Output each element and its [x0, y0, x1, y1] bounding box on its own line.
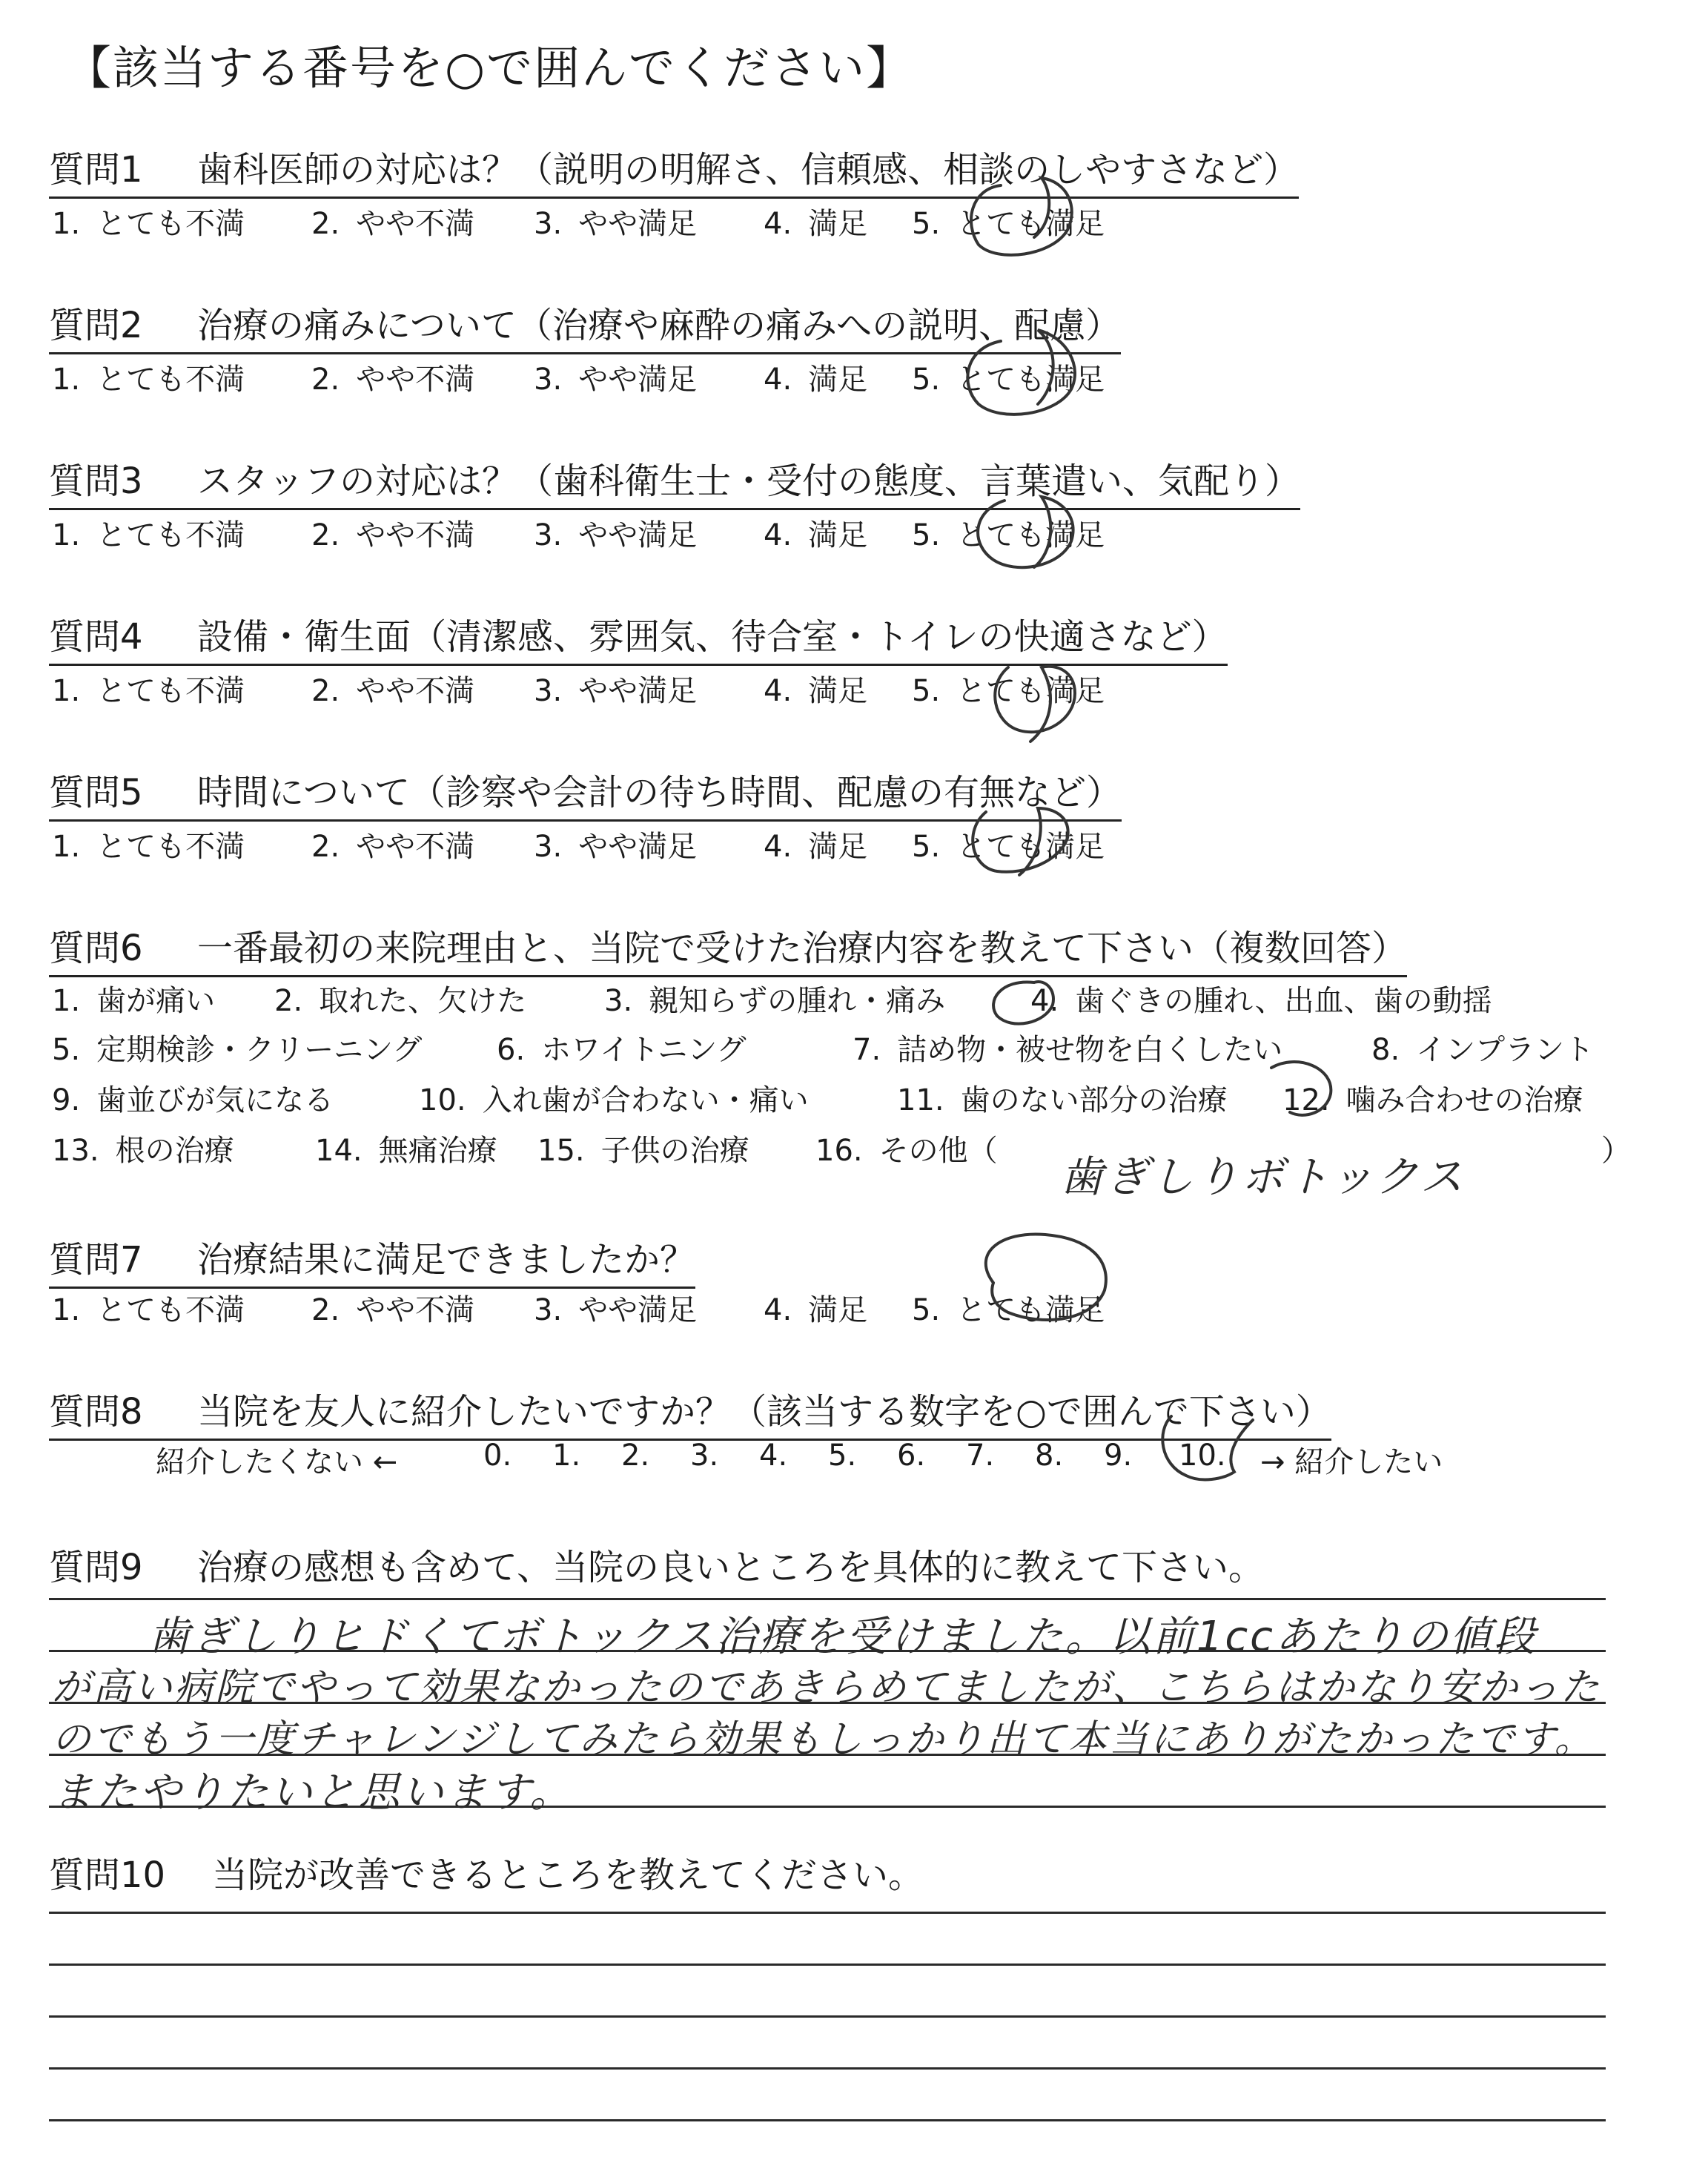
q2-option-5[interactable]: 5. とても満足 — [912, 363, 1105, 397]
q6-option-1[interactable]: 1. 歯が痛い — [52, 984, 216, 1018]
q8-num-8[interactable]: 8. — [1035, 1439, 1064, 1473]
q7-title — [49, 1231, 695, 1289]
q6-option-13[interactable]: 13. 根の治療 — [52, 1134, 234, 1168]
q8-num-5[interactable]: 5. — [828, 1439, 857, 1473]
q6-option-16[interactable]: 16. その他（ — [815, 1134, 998, 1168]
q9-title — [49, 1539, 1264, 1594]
q2-option-1[interactable]: 1. とても不満 — [52, 363, 245, 397]
q9-text: 治療の感想も含めて、当院の良いところを具体的に教えて下さい。 — [197, 1547, 1265, 1588]
q7-text: 治療結果に満足できましたか？ — [197, 1239, 696, 1281]
q5-option-4[interactable]: 4. 満足 — [764, 830, 868, 864]
q6-other-handwritten[interactable]: 歯ぎしりボトックス — [1060, 1152, 1466, 1202]
q5-option-3[interactable]: 3. やや満足 — [534, 830, 698, 864]
q3-text: スタッフの対応は？（歯科衛生士・受付の態度、言葉遣い、気配り） — [197, 460, 1301, 502]
q6-option-15[interactable]: 15. 子供の治療 — [537, 1134, 749, 1168]
q1-title — [49, 141, 1299, 199]
q3-option-5[interactable]: 5. とても満足 — [912, 518, 1105, 552]
q3-title — [49, 452, 1300, 510]
q8-left-label: 紹介したくない ← — [156, 1445, 398, 1479]
q10-rule-5 — [49, 2119, 1606, 2121]
q1-option-2[interactable]: 2. やや不満 — [311, 207, 475, 241]
q9-answer-line-1[interactable]: 歯ぎしりヒドくてボトックス治療を受けました。以前1ccあたりの値段 — [148, 1613, 1537, 1661]
q8-title — [49, 1383, 1331, 1441]
q6-option-2[interactable]: 2. 取れた、欠けた — [274, 984, 527, 1018]
q10-text: 当院が改善できるところを教えてください。 — [212, 1855, 924, 1896]
q9-answer-line-3[interactable]: のでもう一度チャレンジしてみたら効果もしっかり出て本当にありがたかったです。 — [52, 1717, 1595, 1762]
q8-text: 当院を友人に紹介したいですか？（該当する数字を○で囲んで下さい） — [197, 1391, 1331, 1433]
q8-num-2[interactable]: 2. — [621, 1439, 650, 1473]
q1-option-5[interactable]: 5. とても満足 — [912, 207, 1105, 241]
q2-option-4[interactable]: 4. 満足 — [764, 363, 868, 397]
q6-option-4[interactable]: 4. 歯ぐきの腫れ、出血、歯の動揺 — [1030, 984, 1492, 1018]
q4-option-1[interactable]: 1. とても不満 — [52, 674, 245, 708]
q5-option-1[interactable]: 1. とても不満 — [52, 830, 245, 864]
q2-option-2[interactable]: 2. やや不満 — [311, 363, 475, 397]
q8-num-6[interactable]: 6. — [897, 1439, 926, 1473]
q10-rule-2 — [49, 1964, 1606, 1966]
q9-label: 質問9 — [49, 1547, 143, 1588]
q10-label: 質問10 — [49, 1855, 166, 1896]
q4-text: 設備・衛生面（清潔感、雰囲気、待合室・トイレの快適さなど） — [197, 616, 1228, 658]
q5-label: 質問5 — [49, 772, 143, 813]
q8-num-0[interactable]: 0. — [483, 1439, 512, 1473]
q4-label: 質問4 — [49, 616, 143, 658]
q5-title — [49, 764, 1122, 822]
q3-option-2[interactable]: 2. やや不満 — [311, 518, 475, 552]
q6-option-8[interactable]: 8. インプラント — [1371, 1033, 1595, 1067]
q2-title — [49, 297, 1121, 354]
q6-option-3[interactable]: 3. 親知らずの腫れ・痛み — [604, 984, 946, 1018]
q7-option-1[interactable]: 1. とても不満 — [52, 1293, 245, 1327]
q4-option-2[interactable]: 2. やや不満 — [311, 674, 475, 708]
q4-option-4[interactable]: 4. 満足 — [764, 674, 868, 708]
q6-option-12[interactable]: 12. 噛み合わせの治療 — [1282, 1083, 1583, 1117]
q6-other-close: ） — [1601, 1134, 1631, 1168]
q5-option-2[interactable]: 2. やや不満 — [311, 830, 475, 864]
q6-option-14[interactable]: 14. 無痛治療 — [315, 1134, 497, 1168]
q10-rule-3 — [49, 2015, 1606, 2018]
q5-text: 時間について（診察や会計の待ち時間、配慮の有無など） — [197, 772, 1122, 813]
q8-num-4[interactable]: 4. — [759, 1439, 788, 1473]
q6-option-11[interactable]: 11. 歯のない部分の治療 — [897, 1083, 1228, 1117]
q2-text: 治療の痛みについて（治療や麻酔の痛みへの説明、配慮） — [197, 305, 1122, 346]
q2-label: 質問2 — [49, 305, 143, 346]
q1-text: 歯科医師の対応は？（説明の明解さ、信頼感、相談のしやすさなど） — [197, 149, 1300, 191]
q9-rule-1 — [49, 1598, 1606, 1600]
q8-right-label: → 紹介したい — [1260, 1445, 1443, 1479]
q10-rule-1 — [49, 1912, 1606, 1914]
q3-option-3[interactable]: 3. やや満足 — [534, 518, 698, 552]
q6-option-9[interactable]: 9. 歯並びが気になる — [52, 1083, 334, 1117]
q8-num-3[interactable]: 3. — [690, 1439, 719, 1473]
q4-title — [49, 608, 1228, 666]
q10-title — [49, 1846, 924, 1902]
q1-option-4[interactable]: 4. 満足 — [764, 207, 868, 241]
q6-option-5[interactable]: 5. 定期検診・クリーニング — [52, 1033, 423, 1067]
q1-option-1[interactable]: 1. とても不満 — [52, 207, 245, 241]
q6-title — [49, 919, 1407, 977]
q8-label: 質問8 — [49, 1391, 143, 1433]
q2-option-3[interactable]: 3. やや満足 — [534, 363, 698, 397]
q4-option-5[interactable]: 5. とても満足 — [912, 674, 1105, 708]
q1-label: 質問1 — [49, 149, 143, 191]
q8-num-9[interactable]: 9. — [1104, 1439, 1133, 1473]
page-header: 【該当する番号を○で囲んでください】 — [65, 41, 914, 95]
q6-option-10[interactable]: 10. 入れ歯が合わない・痛い — [419, 1083, 809, 1117]
q6-label: 質問6 — [49, 928, 143, 969]
q7-label: 質問7 — [49, 1239, 143, 1281]
q10-rule-4 — [49, 2067, 1606, 2070]
q8-num-10[interactable]: 10. — [1179, 1439, 1226, 1473]
q8-num-7[interactable]: 7. — [966, 1439, 995, 1473]
q6-option-6[interactable]: 6. ホワイトニング — [497, 1033, 747, 1067]
q3-option-1[interactable]: 1. とても不満 — [52, 518, 245, 552]
q7-option-5[interactable]: 5. とても満足 — [912, 1293, 1105, 1327]
q1-option-3[interactable]: 3. やや満足 — [534, 207, 698, 241]
q7-option-4[interactable]: 4. 満足 — [764, 1293, 868, 1327]
q9-answer-line-2[interactable]: が高い病院でやって効果なかったのであきらめてましたが、こちらはかなり安かった — [52, 1665, 1602, 1710]
q3-option-4[interactable]: 4. 満足 — [764, 518, 868, 552]
q6-text: 一番最初の来院理由と、当院で受けた治療内容を教えて下さい（複数回答） — [197, 928, 1408, 969]
q5-option-5[interactable]: 5. とても満足 — [912, 830, 1105, 864]
q8-num-1[interactable]: 1. — [552, 1439, 581, 1473]
q9-answer-line-4[interactable]: またやりたいと思います。 — [52, 1768, 574, 1817]
q3-label: 質問3 — [49, 460, 143, 502]
q7-option-3[interactable]: 3. やや満足 — [534, 1293, 698, 1327]
q7-option-2[interactable]: 2. やや不満 — [311, 1293, 475, 1327]
q4-option-3[interactable]: 3. やや満足 — [534, 674, 698, 708]
q6-option-7[interactable]: 7. 詰め物・被せ物を白くしたい — [853, 1033, 1283, 1067]
